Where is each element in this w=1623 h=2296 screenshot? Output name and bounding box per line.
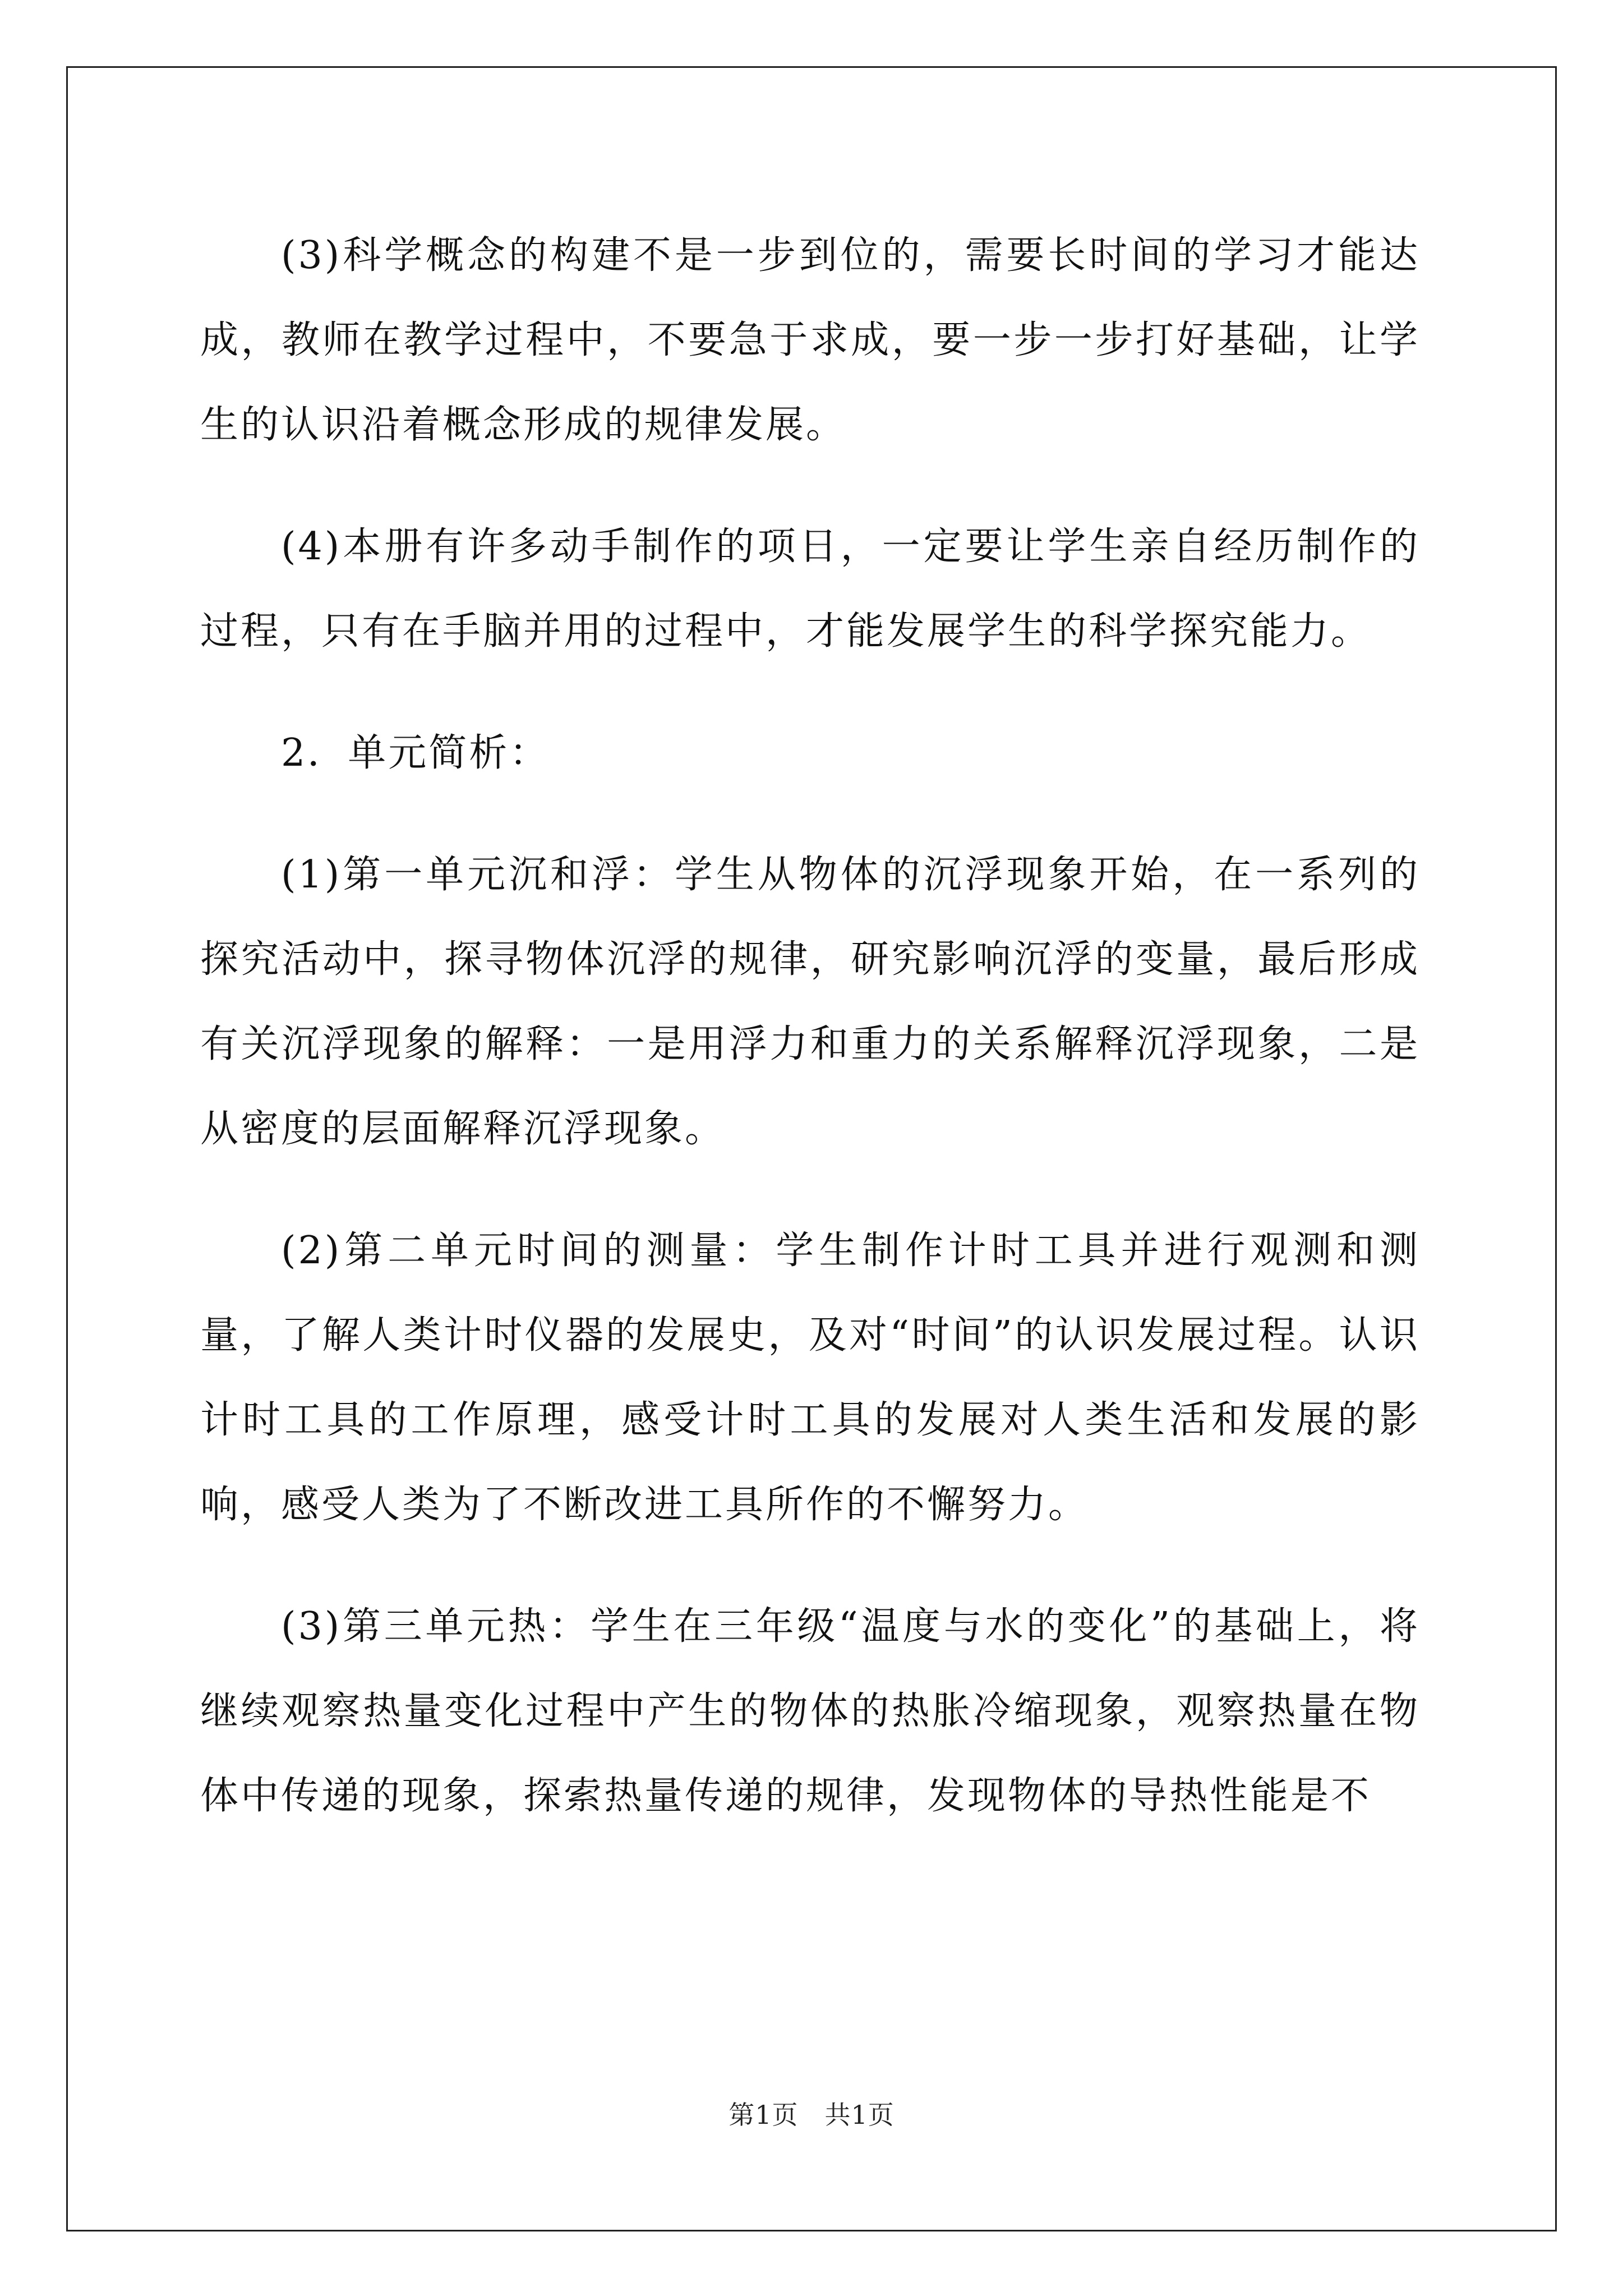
- document-body: [200, 213, 1420, 1838]
- paragraph-concept-building: (3)科学概念的构建不是一步到位的，需要长时间的学习才能达成，教师在教学过程中，不要急于求成，要一步一步打好基础，让学生的认识沿着概念形成的规律发展。: [200, 233, 1420, 447]
- page-number-footer: 第1页 共1页: [728, 2100, 895, 2130]
- paragraph-hands-on-projects: (4)本册有许多动手制作的项日，一定要让学生亲自经历制作的过程，只有在手脑并用的过程中，才能发展学生的科学探究能力。: [200, 524, 1420, 654]
- paragraph-unit-3-heat: (3)第三单元热：学生在三年级“温度与水的变化”的基础上，将继续观察热量变化过程中产生的物体的热胀冷缩现象，观察热量在物体中传递的现象，探索热量传递的规律，发现物体的导热性能是不: [200, 1604, 1420, 1818]
- paragraph-unit-1-sink-float: (1)第一单元沉和浮：学生从物体的沉浮现象开始，在一系列的探究活动中，探寻物体沉浮的规律，研究影响沉浮的变量，最后形成有关沉浮现象的解释：一是用浮力和重力的关系解释沉浮现象，二是从密度的层面解释沉浮现象。: [200, 853, 1420, 1151]
- section-heading-unit-analysis: 2．单元简析：: [281, 731, 550, 775]
- paragraph-unit-2-time-measurement: (2)第二单元时间的测量：学生制作计时工具并进行观测和测量，了解人类计时仪器的发展史，及对“时间”的认识发展过程。认识计时工具的工作原理，感受计时工具的发展对人类生活和发展的影响，感受人类为了不断改进工具所作的不懈努力。: [200, 1228, 1420, 1527]
